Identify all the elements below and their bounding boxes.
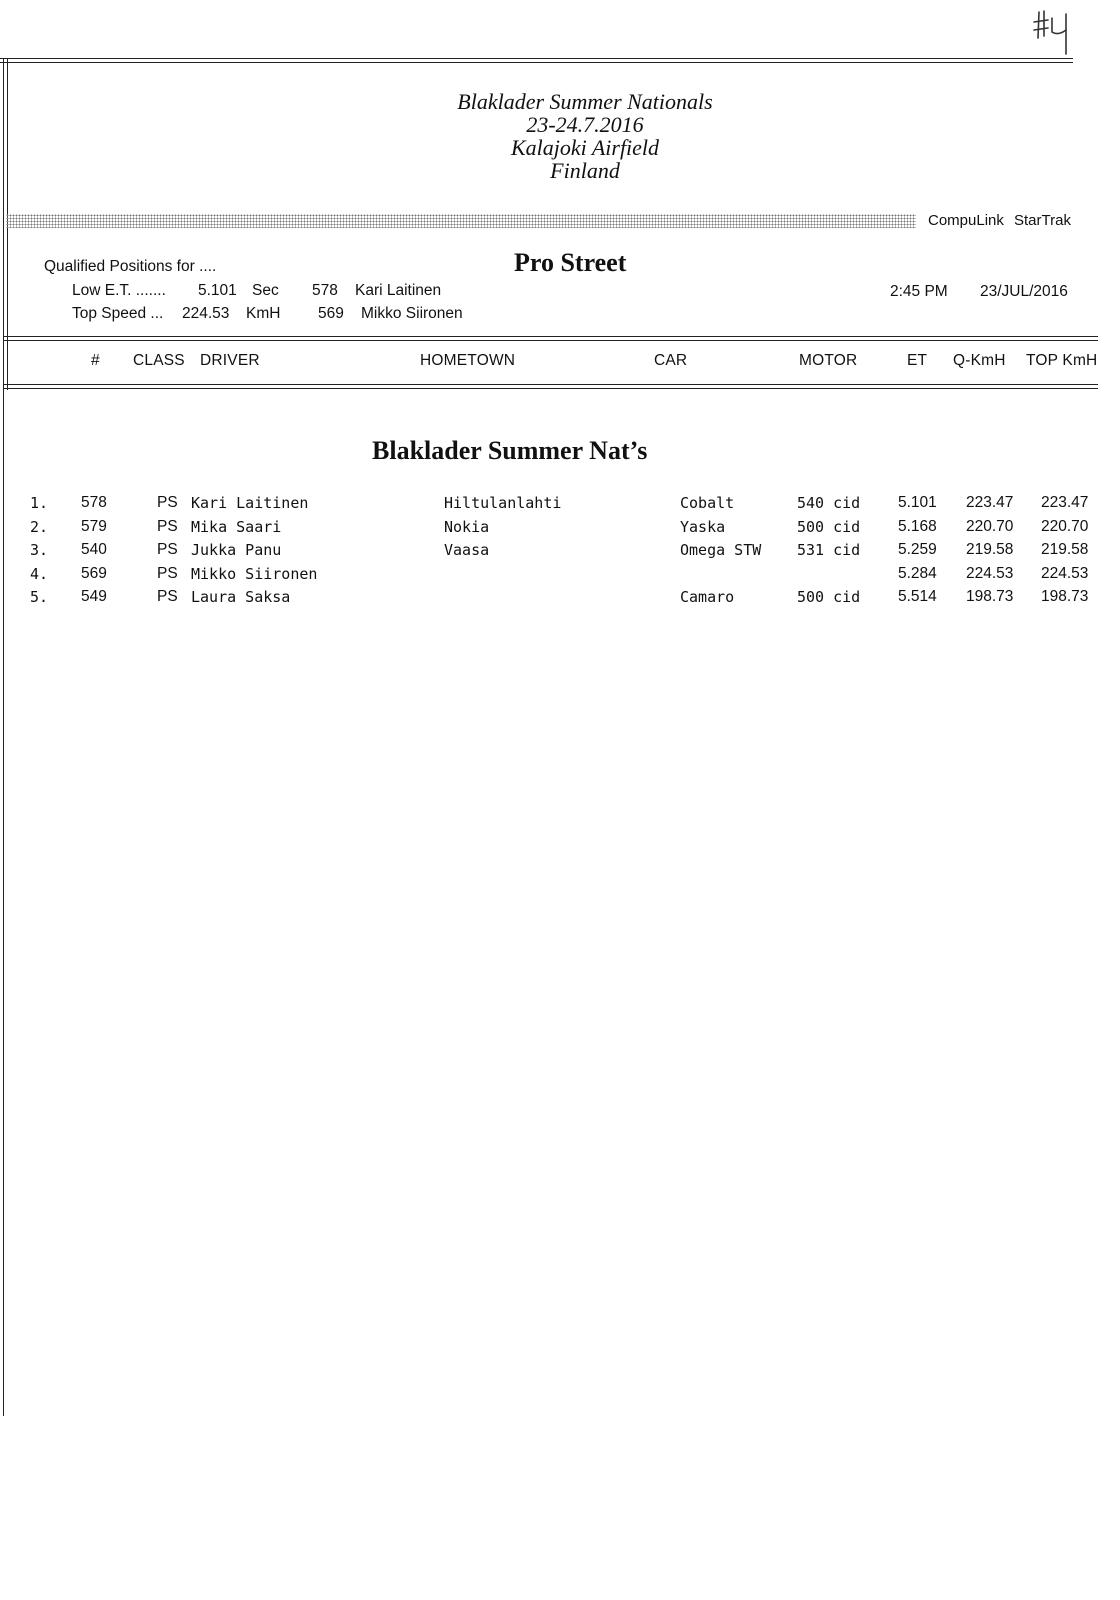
cell-class: PS	[157, 541, 178, 558]
cell-driver: Jukka Panu	[191, 541, 282, 559]
event-dates: 23-24.7.2016	[526, 112, 644, 137]
low-et-car-number: 578	[312, 282, 338, 299]
cell-motor: 500 cid	[797, 517, 861, 536]
qualified-label: Qualified Positions for ....	[44, 258, 217, 275]
cell-et: 5.259	[898, 541, 937, 558]
cell-car: Cobalt	[680, 494, 735, 512]
cell-car-number: 540	[81, 541, 107, 558]
cell-hometown: Vaasa	[444, 541, 490, 559]
table-row	[0, 518, 1120, 541]
cell-et: 5.284	[898, 564, 937, 582]
cell-top-kmh: 220.70	[1041, 517, 1089, 535]
event-header	[380, 90, 790, 182]
column-header-motor: MOTOR	[799, 352, 858, 369]
cell-car: Camaro	[680, 588, 735, 606]
top-border-line-inner	[0, 62, 1073, 63]
column-header-top-line-inner	[3, 340, 1098, 341]
column-header-driver: DRIVER	[200, 352, 260, 369]
cell-car: Omega STW	[680, 541, 762, 559]
cell-q-kmh: 219.58	[966, 541, 1014, 558]
top-border-line	[0, 58, 1073, 59]
column-header-q-kmh: Q-KmH	[953, 352, 1006, 369]
column-header-top-line	[3, 336, 1098, 337]
cell-car: Yaska	[680, 517, 726, 536]
cell-et: 5.168	[898, 517, 937, 535]
cell-et: 5.514	[898, 588, 937, 605]
cell-q-kmh: 223.47	[966, 494, 1014, 511]
brand-startrak: StarTrak	[1014, 212, 1071, 229]
cell-car-number: 579	[81, 517, 107, 535]
cell-position: 1.	[30, 494, 49, 512]
column-header-car: CAR	[654, 352, 688, 369]
low-et-unit: Sec	[252, 282, 279, 299]
cell-hometown: Nokia	[444, 517, 490, 536]
report-date: 23/JUL/2016	[980, 283, 1068, 300]
top-speed-unit: KmH	[246, 305, 281, 322]
cell-top-kmh: 223.47	[1041, 494, 1089, 511]
column-header-number: #	[91, 352, 100, 369]
table-row	[0, 541, 1120, 564]
cell-position: 3.	[30, 541, 49, 559]
cell-car-number: 569	[81, 564, 107, 582]
cell-class: PS	[157, 494, 178, 511]
top-speed-driver: Mikko Siironen	[361, 305, 463, 322]
top-speed-value: 224.53	[182, 305, 230, 322]
top-speed-car-number: 569	[318, 305, 344, 322]
cell-hometown: Hiltulanlahti	[444, 494, 562, 512]
cell-q-kmh: 224.53	[966, 564, 1014, 582]
cell-class: PS	[157, 588, 178, 605]
cell-driver: Mika Saari	[191, 517, 282, 536]
column-header-hometown: HOMETOWN	[420, 352, 516, 369]
event-name: Blaklader Summer Nationals	[457, 89, 713, 114]
cell-position: 5.	[30, 588, 49, 606]
cell-class: PS	[157, 564, 178, 582]
low-et-label: Low E.T. .......	[72, 282, 166, 299]
event-venue: Kalajoki Airfield	[510, 135, 660, 160]
table-row	[0, 588, 1120, 611]
cell-top-kmh: 224.53	[1041, 564, 1089, 582]
top-speed-label: Top Speed ...	[72, 305, 164, 322]
cell-driver: Kari Laitinen	[191, 494, 309, 512]
cell-position: 4.	[30, 564, 49, 583]
cell-motor: 540 cid	[797, 494, 861, 512]
section-title: Blaklader Summer Nat’s	[372, 436, 648, 465]
cell-top-kmh: 198.73	[1041, 588, 1089, 605]
event-country: Finland	[550, 158, 620, 183]
column-header-top-kmh: TOP KmH	[1026, 352, 1098, 369]
column-header-class: CLASS	[133, 352, 185, 369]
brand-compulink: CompuLink	[928, 212, 1004, 229]
cell-driver: Mikko Siironen	[191, 564, 318, 583]
dotted-separator-bar	[6, 214, 916, 228]
table-row	[0, 494, 1120, 517]
low-et-driver: Kari Laitinen	[355, 282, 442, 299]
cell-top-kmh: 219.58	[1041, 541, 1089, 558]
cell-q-kmh: 198.73	[966, 588, 1014, 605]
cell-motor: 531 cid	[797, 541, 861, 559]
cell-et: 5.101	[898, 494, 937, 511]
column-header-bottom-line-inner	[3, 388, 1098, 389]
report-time: 2:45 PM	[890, 283, 948, 300]
cell-position: 2.	[30, 517, 49, 536]
column-header-bottom-line	[3, 384, 1098, 385]
column-header-et: ET	[907, 352, 928, 369]
table-row	[0, 565, 1120, 588]
cell-car-number: 578	[81, 494, 107, 511]
cell-q-kmh: 220.70	[966, 517, 1014, 535]
cell-driver: Laura Saksa	[191, 588, 291, 606]
class-title: Pro Street	[514, 248, 627, 277]
cell-class: PS	[157, 517, 178, 535]
handwritten-page-number-mark	[1028, 4, 1078, 56]
cell-motor: 500 cid	[797, 588, 861, 606]
low-et-value: 5.101	[198, 282, 237, 299]
left-border-line	[3, 58, 4, 1416]
cell-car-number: 549	[81, 588, 107, 605]
